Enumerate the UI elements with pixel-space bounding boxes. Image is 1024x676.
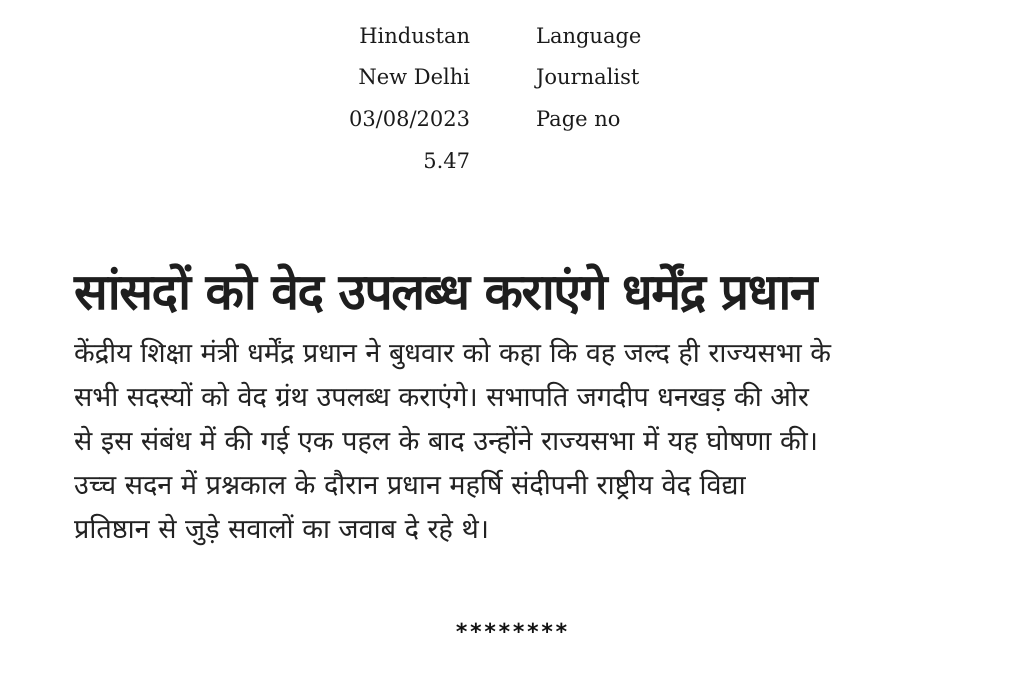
article-body-line: प्रतिष्ठान से जुड़े सवालों का जवाब दे रहे थे।	[74, 514, 489, 545]
article-body-line: से इस संबंध में की गई एक पहल के बाद उन्होंने राज्यसभा में यह घोषणा की।	[74, 426, 818, 457]
article-body	[74, 332, 954, 552]
language-label: Language	[536, 24, 642, 48]
article-body-line: सभी सदस्यों को वेद ग्रंथ उपलब्ध कराएंगे। सभापति जगदीप धनखड़ की ओर	[74, 382, 809, 413]
page-no-label: Page no	[536, 107, 621, 131]
publication-city: New Delhi	[358, 65, 470, 89]
article-headline: सांसदों को वेद उपलब्ध कराएंगे धर्मेंद्र प्रधान	[74, 263, 817, 321]
article-body-line: उच्च सदन में प्रश्नकाल के दौरान प्रधान महर्षि संदीपनी राष्ट्रीय वेद विद्या	[74, 470, 746, 501]
journalist-label: Journalist	[536, 65, 640, 89]
publication-name: Hindustan	[359, 24, 470, 48]
publication-date: 03/08/2023	[348, 107, 470, 131]
article-body-line: केंद्रीय शिक्षा मंत्री धर्मेंद्र प्रधान ने बुधवार को कहा कि वह जल्द ही राज्यसभा के	[74, 338, 832, 369]
end-separator: ********	[455, 620, 569, 645]
page-number: 5.47	[423, 149, 470, 173]
